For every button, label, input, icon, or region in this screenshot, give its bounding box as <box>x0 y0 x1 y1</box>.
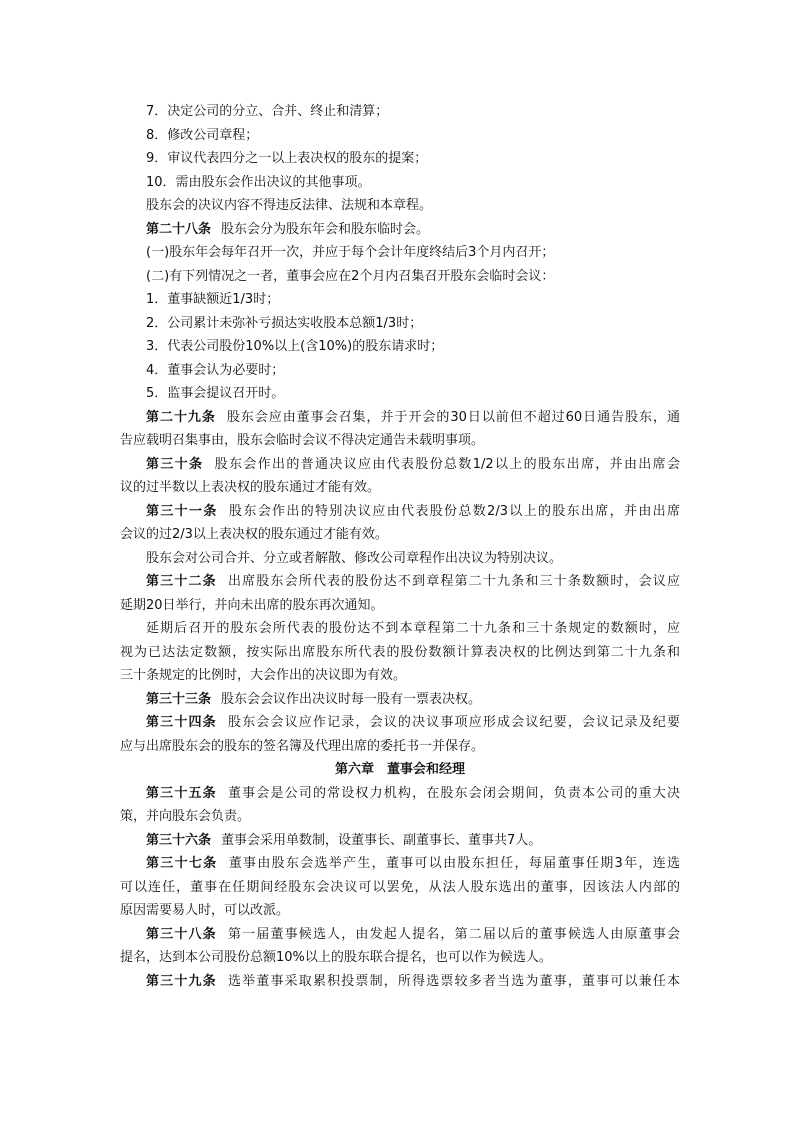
article-title: 第三十四条 <box>146 715 217 730</box>
paragraph-line: 视为已达法定数额，按实际出席股东所代表的股份数额计算表决权的比例达到第二十九条和 <box>120 644 680 660</box>
article-33 <box>120 688 680 712</box>
article-text-line: 会议的过2/3以上表决权的股东通过才能有效。 <box>120 527 388 542</box>
list-item: 10．需由股东会作出决议的其他事项。 <box>146 174 371 190</box>
list-item: 7．决定公司的分立、合并、终止和清算； <box>146 104 389 119</box>
article-text-line: 可以连任，董事在任期间经股东会决议可以罢免，从法人股东选出的董事，因该法人内部的 <box>120 879 680 895</box>
list-item: 8．修改公司章程； <box>146 127 259 143</box>
article-title: 第二十九条 <box>146 409 216 425</box>
article-text: 股东会会议作出决议时每一股有一票表决权。 <box>221 691 482 707</box>
list-item: 2．公司累计未弥补亏损达实收股本总额1/3时； <box>146 315 423 331</box>
list-item: 3．代表公司股份10%以上(含10%)的股东请求时； <box>146 339 444 354</box>
article-31 <box>120 500 680 524</box>
article-text: 第一届董事候选人，由发起人提名，第二届以后的董事候选人由原董事会 <box>226 926 680 942</box>
article-text: 股东会分为股东年会和股东临时会。 <box>221 221 430 237</box>
article-text-line: 策，并向股东会负责。 <box>120 809 251 824</box>
article-text-line: 应与出席股东会的股东的签名簿及代理出席的委托书一并保存。 <box>120 738 485 754</box>
document-body <box>120 100 680 993</box>
article-text: 董事由股东会选举产生，董事可以由股东担任，每届董事任期3年，连选 <box>227 856 680 871</box>
list-item: (一)股东年会每年召开一次，并应于每个会计年度终结后3个月内召开； <box>146 245 555 260</box>
article-title: 第三十三条 <box>146 691 212 707</box>
article-text-line: 原因需要易人时，可以改派。 <box>120 903 290 918</box>
article-title: 第三十条 <box>146 456 204 472</box>
paragraph: 股东会对公司合并、分立或者解散、修改公司章程作出决议为特别决议。 <box>146 550 563 566</box>
article-30 <box>120 453 680 477</box>
article-title: 第三十九条 <box>146 973 217 989</box>
article-38 <box>120 923 680 947</box>
article-text: 选举董事采取累积投票制，所得选票较多者当选为董事，董事可以兼任本 <box>226 973 680 989</box>
article-title: 第三十七条 <box>146 856 218 871</box>
article-title: 第三十五条 <box>146 785 217 801</box>
article-34 <box>120 711 680 735</box>
article-text-line: 告应载明召集事由，股东会临时会议不得决定通告未载明事项。 <box>120 433 485 448</box>
article-29 <box>120 406 680 430</box>
list-item: 5．监事会提议召开时。 <box>146 386 285 401</box>
list-item: 9．审议代表四分之一以上表决权的股东的提案； <box>146 151 428 166</box>
article-text-line: 提名，达到本公司股份总额10%以上的股东联合提名，也可以作为候选人。 <box>120 950 552 965</box>
article-28 <box>120 218 680 242</box>
list-item: (二)有下列情况之一者，董事会应在2个月内召集召开股东会临时会议： <box>146 268 555 284</box>
list-item: 4．董事会认为必要时； <box>146 362 285 378</box>
article-text: 股东会作出的普通决议应由代表股份总数1/2以上的股东出席，并由出席会 <box>213 456 680 472</box>
article-text: 董事会是公司的常设权力机构，在股东会闭会期间，负责本公司的重大决 <box>226 785 680 801</box>
article-35 <box>120 782 680 806</box>
article-title: 第二十八条 <box>146 221 212 237</box>
article-text: 股东会应由董事会召集，并于开会的30日以前但不超过60日通告股东，通 <box>225 409 680 425</box>
article-text: 股东会会议应作记录，会议的决议事项应形成会议纪要，会议记录及纪要 <box>226 715 680 730</box>
article-title: 第三十一条 <box>146 503 218 519</box>
paragraph: 股东会的决议内容不得违反法律、法规和本章程。 <box>146 198 433 213</box>
article-37 <box>120 852 680 876</box>
article-text: 董事会采用单数制，设董事长、副董事长、董事共7人。 <box>221 832 542 848</box>
article-title: 第三十二条 <box>146 574 217 589</box>
article-text: 股东会作出的特别决议应由代表股份总数2/3以上的股东出席，并由出席 <box>227 503 680 519</box>
paragraph-line: 三十条规定的比例时，大会作出的决议即为有效。 <box>120 668 407 683</box>
article-text: 出席股东会所代表的股份达不到章程第二十九条和三十条数额时，会议应 <box>226 574 680 589</box>
article-title: 第三十八条 <box>146 926 217 942</box>
article-title: 第三十六条 <box>146 832 212 848</box>
paragraph-line: 延期后召开的股东会所代表的股份达不到本章程第二十九条和三十条规定的数额时，应 <box>146 621 680 636</box>
article-39 <box>120 970 680 994</box>
article-text-line: 延期20日举行，并向未出席的股东再次通知。 <box>120 597 384 613</box>
article-32 <box>120 570 680 594</box>
article-text-line: 议的过半数以上表决权的股东通过才能有效。 <box>120 480 381 495</box>
article-36 <box>120 829 680 853</box>
chapter-heading: 第六章 董事会和经理 <box>334 762 465 777</box>
list-item: 1．董事缺额近1/3时； <box>146 292 280 307</box>
